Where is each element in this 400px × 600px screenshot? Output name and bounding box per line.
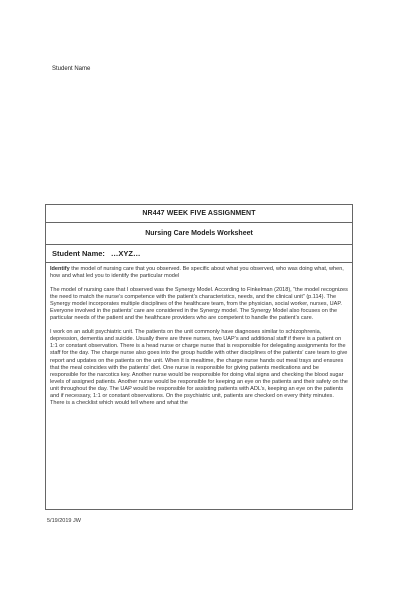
answer-paragraph-2: I work on an adult psychiatric unit. The patients on the unit commonly have diagnoses similar to schizophrenia, depression, dementia and suicide. Usually there are three nurses, two UAP’s and additional staff if there is a patient on 1:1 or constant observation. There is a head nurse or charge nurse that is responsible for delegating assignments for the staff for the day. The charge nurse also goes into the group huddle with other disciplines of the patients’ care team to give report and updates on the patients on the unit. When it is mealtime, the charge nurse hands out meal trays and ensures that the meal coincides with the patients’ diet. One nurse is responsible for giving patients medications and be responsible for the narcotics key. Another nurse would be responsible for doing vital signs and checking the blood sugar levels of assigned patients. Another nurse would be responsible for keeping an eye on the patients and their safety on the unit throughout the day. The UAP would be responsible for assisting patients with ADL’s, keeping an eye on the patients and if necessary, 1:1 or constant observations. On the psychiatric unit, patients are checked on every thirty minutes. There is a checklist which would tell where and what the xyxy=(50,329,348,406)
worksheet-table xyxy=(45,204,353,510)
prompt-text: the model of nursing care that you observed. Be specific about what you observed, who was doing what, when, how and what led you to identify the particular model xyxy=(50,266,344,280)
prompt xyxy=(50,266,348,280)
student-name-row xyxy=(46,245,352,263)
student-name-label: Student Name: xyxy=(52,249,105,258)
student-name-value: …XYZ… xyxy=(110,249,141,258)
footer-date: 5/19/2019 JW xyxy=(47,518,81,524)
assignment-title: NR447 WEEK FIVE ASSIGNMENT xyxy=(46,205,352,223)
answer-paragraph-1: The model of nursing care that I observed was the Synergy Model. According to Finkelman (2018), “the model recognizes the need to match the nurse’s competence with the patient’s characteristics, needs, and the clinical unit” (p.114). The Synergy model incorporates multiple disciplines of the healthcare team, from the physician, social worker, nurses, UAP. Everyone involved in the patients’ care are considered in the Synergy model. The Synergy Model also focuses on the particular needs of the patient and the healthcare providers who are competent to handle the patient’s care. xyxy=(50,287,348,322)
worksheet-subtitle: Nursing Care Models Worksheet xyxy=(46,223,352,245)
prompt-lead: Identify xyxy=(50,266,70,272)
student-name-header: Student Name xyxy=(52,66,91,72)
worksheet-body xyxy=(46,263,352,407)
